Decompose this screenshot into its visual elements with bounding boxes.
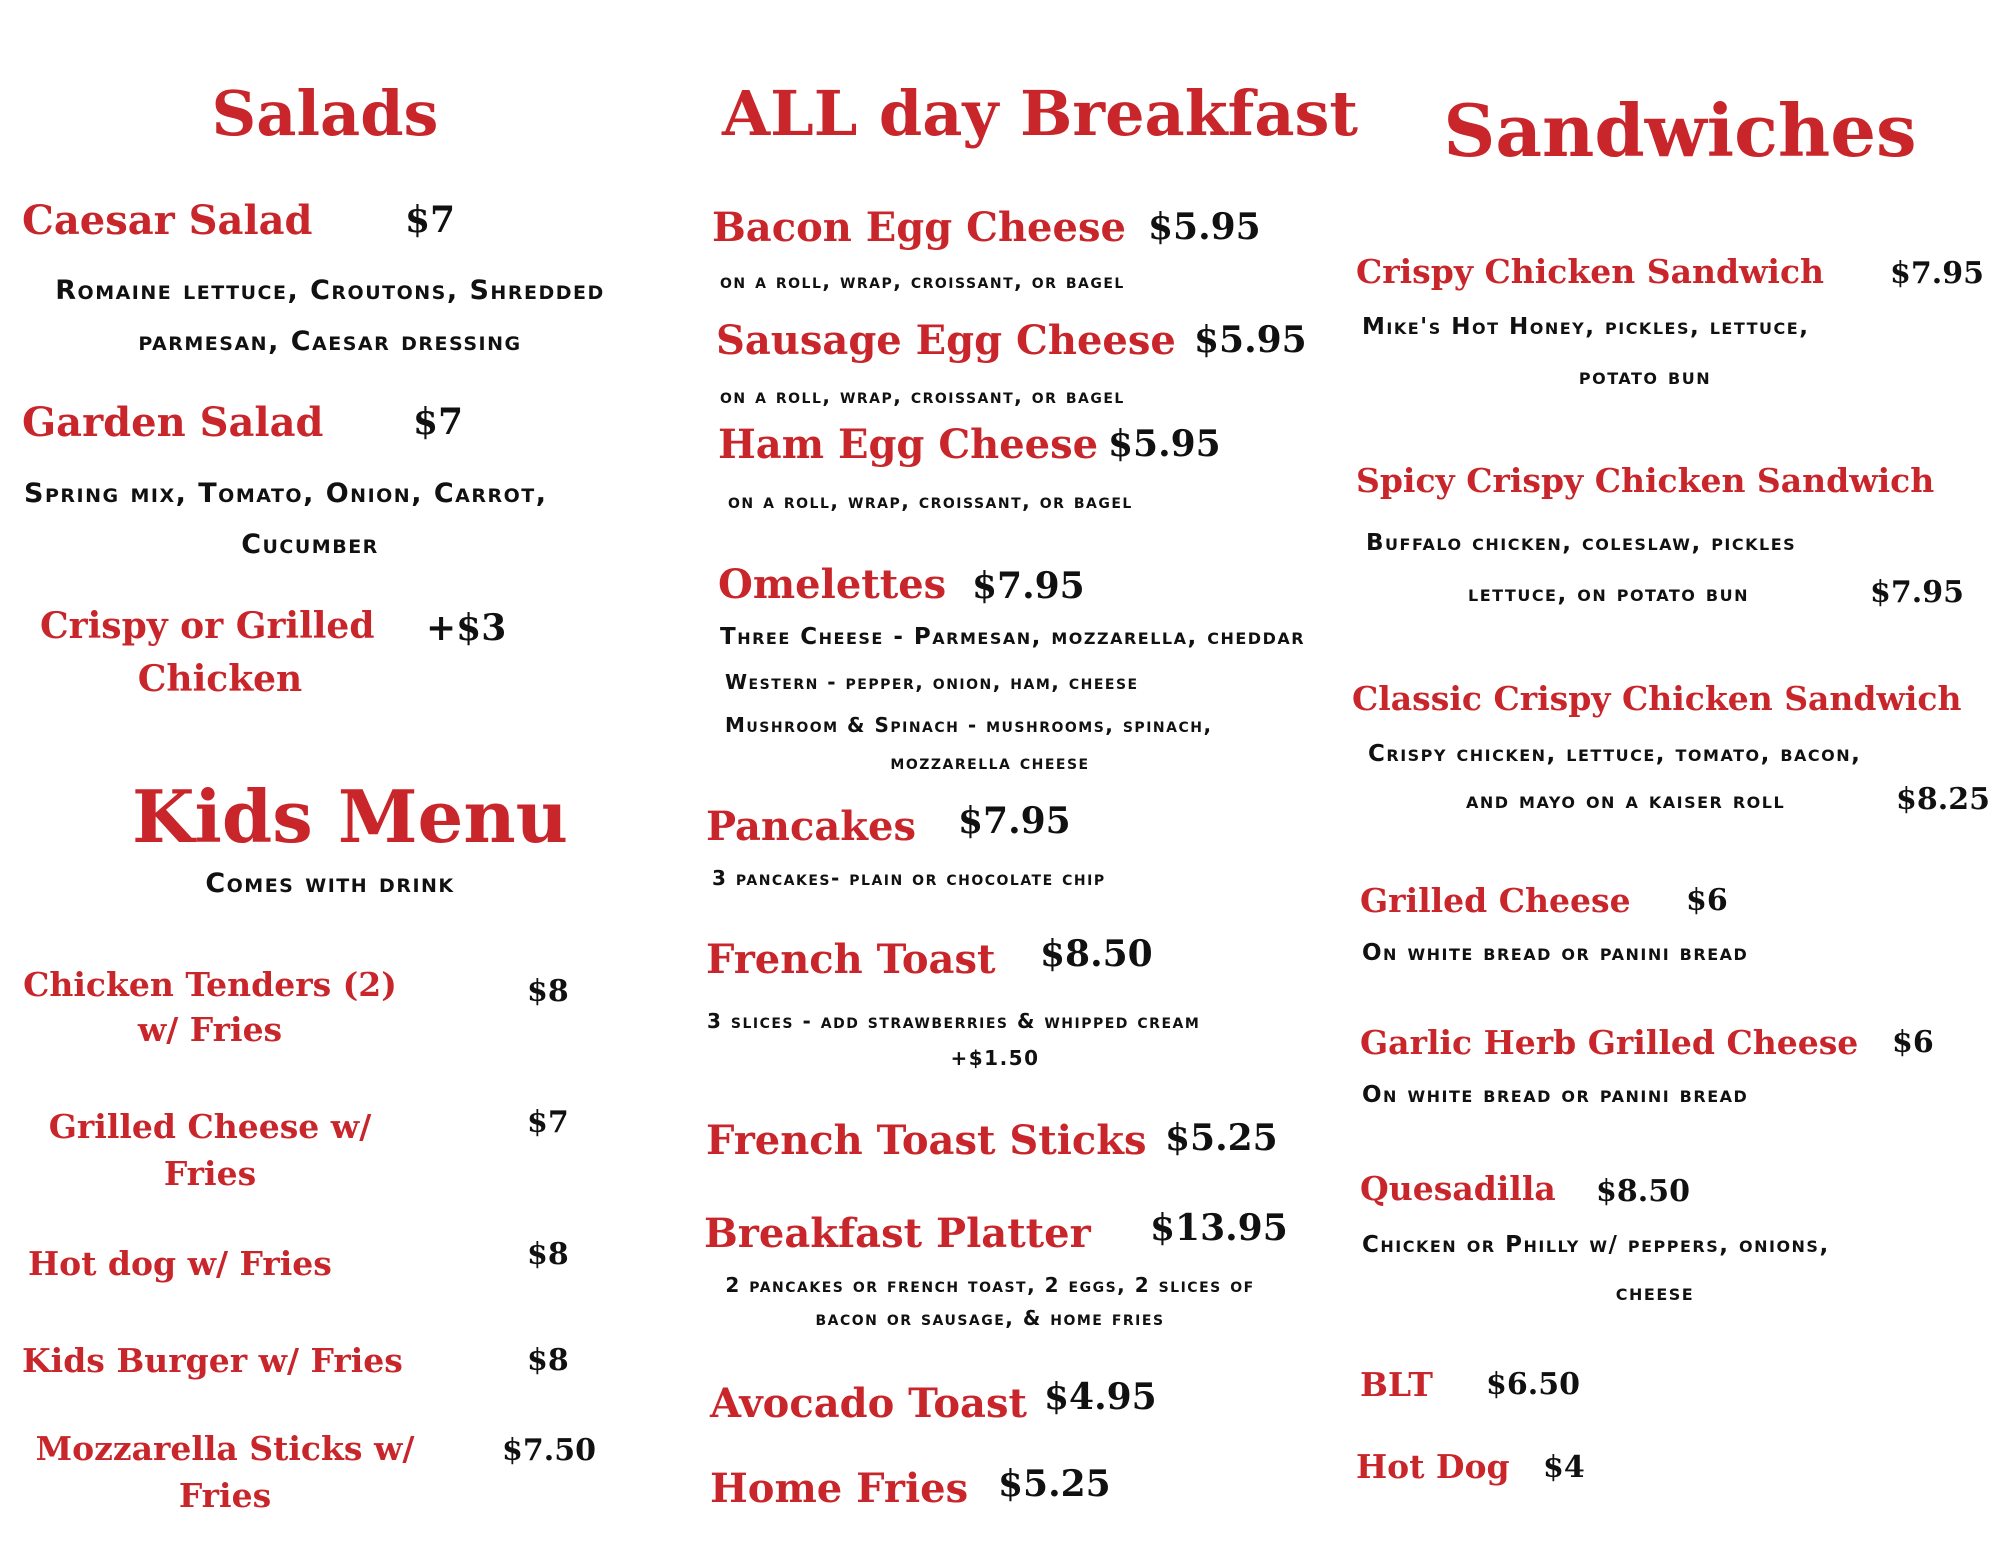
kids-item-price: $7 — [527, 1105, 569, 1140]
home-fries-price: $5.25 — [998, 1463, 1111, 1505]
kids-item-name-line2: w/ Fries — [137, 1010, 283, 1049]
garlic-herb-grilled-cheese-price: $6 — [1892, 1025, 1934, 1060]
kids-item-name-line1: Mozzarella Sticks w/ — [35, 1429, 415, 1468]
classic-crispy-chicken-sandwich-desc-line2: and mayo on a kaiser roll — [1466, 788, 1786, 814]
pancakes-price: $7.95 — [958, 800, 1071, 842]
sausage-egg-cheese-desc: on a roll, wrap, croissant, or bagel — [720, 384, 1125, 408]
breakfast-heading: ALL day Breakfast — [722, 77, 1359, 150]
bacon-egg-cheese-price: $5.95 — [1148, 206, 1261, 248]
grilled-cheese-desc: On white bread or panini bread — [1362, 940, 1749, 966]
breakfast-platter-desc-line2: bacon or sausage, & home fries — [815, 1306, 1165, 1330]
pancakes-desc: 3 pancakes- plain or chocolate chip — [712, 866, 1106, 890]
crispy-chicken-sandwich-name: Crispy Chicken Sandwich — [1356, 252, 1825, 291]
kids-item-price: $8 — [527, 1343, 569, 1378]
avocado-toast-name: Avocado Toast — [710, 1380, 1027, 1427]
omelettes-name: Omelettes — [718, 561, 947, 608]
chicken-addon-price: +$3 — [426, 607, 507, 649]
classic-crispy-chicken-sandwich-price: $8.25 — [1896, 782, 1990, 817]
kids-menu-subheading: Comes with drink — [205, 868, 455, 899]
garlic-herb-grilled-cheese-desc: On white bread or panini bread — [1362, 1082, 1749, 1108]
spicy-crispy-chicken-sandwich-name: Spicy Crispy Chicken Sandwich — [1356, 461, 1935, 500]
hot-dog-price: $4 — [1543, 1450, 1585, 1485]
french-toast-desc-line2: +$1.50 — [950, 1046, 1040, 1070]
home-fries-name: Home Fries — [710, 1465, 969, 1512]
garden-salad-desc-line2: Cucumber — [241, 529, 379, 560]
ham-egg-cheese-name: Ham Egg Cheese — [718, 421, 1099, 468]
french-toast-name: French Toast — [706, 936, 996, 983]
kids-item-price: $8 — [527, 1237, 569, 1272]
grilled-cheese-price: $6 — [1686, 883, 1728, 918]
breakfast-platter-name: Breakfast Platter — [704, 1210, 1091, 1257]
pancakes-name: Pancakes — [706, 803, 916, 850]
sausage-egg-cheese-price: $5.95 — [1194, 319, 1307, 361]
spicy-crispy-chicken-sandwich-desc-line2: lettuce, on potato bun — [1468, 581, 1749, 607]
classic-crispy-chicken-sandwich-name: Classic Crispy Chicken Sandwich — [1352, 679, 1962, 718]
omelettes-desc-western: Western - pepper, onion, ham, cheese — [725, 670, 1139, 694]
french-toast-price: $8.50 — [1040, 933, 1153, 975]
french-toast-desc-line1: 3 slices - add strawberries & whipped cream — [707, 1009, 1201, 1033]
blt-name: BLT — [1360, 1365, 1433, 1404]
omelettes-desc-mushroom-line2: mozzarella cheese — [890, 750, 1090, 774]
kids-item-name-line1: Hot dog w/ Fries — [28, 1244, 332, 1283]
chicken-addon-name-line1: Crispy or Grilled — [40, 605, 375, 647]
breakfast-platter-price: $13.95 — [1150, 1207, 1288, 1249]
kids-item-price: $8 — [527, 974, 569, 1009]
quesadilla-name: Quesadilla — [1360, 1169, 1556, 1208]
blt-price: $6.50 — [1486, 1367, 1580, 1402]
french-toast-sticks-name: French Toast Sticks — [706, 1117, 1147, 1164]
omelettes-price: $7.95 — [972, 565, 1085, 607]
spicy-crispy-chicken-sandwich-price: $7.95 — [1870, 575, 1964, 610]
classic-crispy-chicken-sandwich-desc-line1: Crispy chicken, lettuce, tomato, bacon, — [1368, 741, 1862, 767]
caesar-salad-desc-line1: Romaine lettuce, Croutons, Shredded — [55, 275, 605, 306]
caesar-salad-price: $7 — [405, 199, 456, 241]
hot-dog-name: Hot Dog — [1356, 1447, 1510, 1486]
garden-salad-desc-line1: Spring mix, Tomato, Onion, Carrot, — [24, 478, 548, 509]
quesadilla-desc-line2: cheese — [1615, 1280, 1695, 1306]
bacon-egg-cheese-name: Bacon Egg Cheese — [712, 204, 1126, 251]
chicken-addon-name-line2: Chicken — [137, 658, 303, 700]
caesar-salad-desc-line2: parmesan, Caesar dressing — [138, 326, 522, 357]
salads-heading: Salads — [211, 77, 439, 150]
crispy-chicken-sandwich-desc-line1: Mike's Hot Honey, pickles, lettuce, — [1362, 314, 1810, 340]
ham-egg-cheese-price: $5.95 — [1108, 423, 1221, 465]
breakfast-platter-desc-line1: 2 pancakes or french toast, 2 eggs, 2 slices of — [725, 1273, 1255, 1297]
garlic-herb-grilled-cheese-name: Garlic Herb Grilled Cheese — [1360, 1023, 1859, 1062]
kids-menu-heading: Kids Menu — [131, 774, 569, 859]
grilled-cheese-name: Grilled Cheese — [1360, 881, 1631, 920]
spicy-crispy-chicken-sandwich-desc-line1: Buffalo chicken, coleslaw, pickles — [1366, 530, 1797, 556]
garden-salad-price: $7 — [413, 401, 464, 443]
kids-item-name-line2: Fries — [163, 1154, 257, 1193]
kids-item-name-line1: Chicken Tenders (2) — [23, 965, 397, 1004]
sandwiches-heading: Sandwiches — [1443, 88, 1917, 173]
avocado-toast-price: $4.95 — [1044, 1376, 1157, 1418]
crispy-chicken-sandwich-desc-line2: potato bun — [1578, 364, 1712, 390]
quesadilla-price: $8.50 — [1596, 1174, 1690, 1209]
omelettes-desc-three-cheese: Three Cheese - Parmesan, mozzarella, cheddar — [720, 624, 1306, 650]
bacon-egg-cheese-desc: on a roll, wrap, croissant, or bagel — [720, 269, 1125, 293]
kids-item-price: $7.50 — [502, 1433, 596, 1468]
omelettes-desc-mushroom-line1: Mushroom & Spinach - mushrooms, spinach, — [725, 713, 1213, 737]
garden-salad-name: Garden Salad — [22, 399, 324, 446]
kids-item-name-line1: Kids Burger w/ Fries — [22, 1341, 403, 1380]
french-toast-sticks-price: $5.25 — [1165, 1117, 1278, 1159]
quesadilla-desc-line1: Chicken or Philly w/ peppers, onions, — [1362, 1232, 1830, 1258]
ham-egg-cheese-desc: on a roll, wrap, croissant, or bagel — [728, 489, 1133, 513]
kids-item-name-line2: Fries — [178, 1476, 272, 1515]
kids-item-name-line1: Grilled Cheese w/ — [48, 1107, 372, 1146]
caesar-salad-name: Caesar Salad — [22, 197, 313, 244]
crispy-chicken-sandwich-price: $7.95 — [1890, 256, 1984, 291]
sausage-egg-cheese-name: Sausage Egg Cheese — [716, 317, 1176, 364]
